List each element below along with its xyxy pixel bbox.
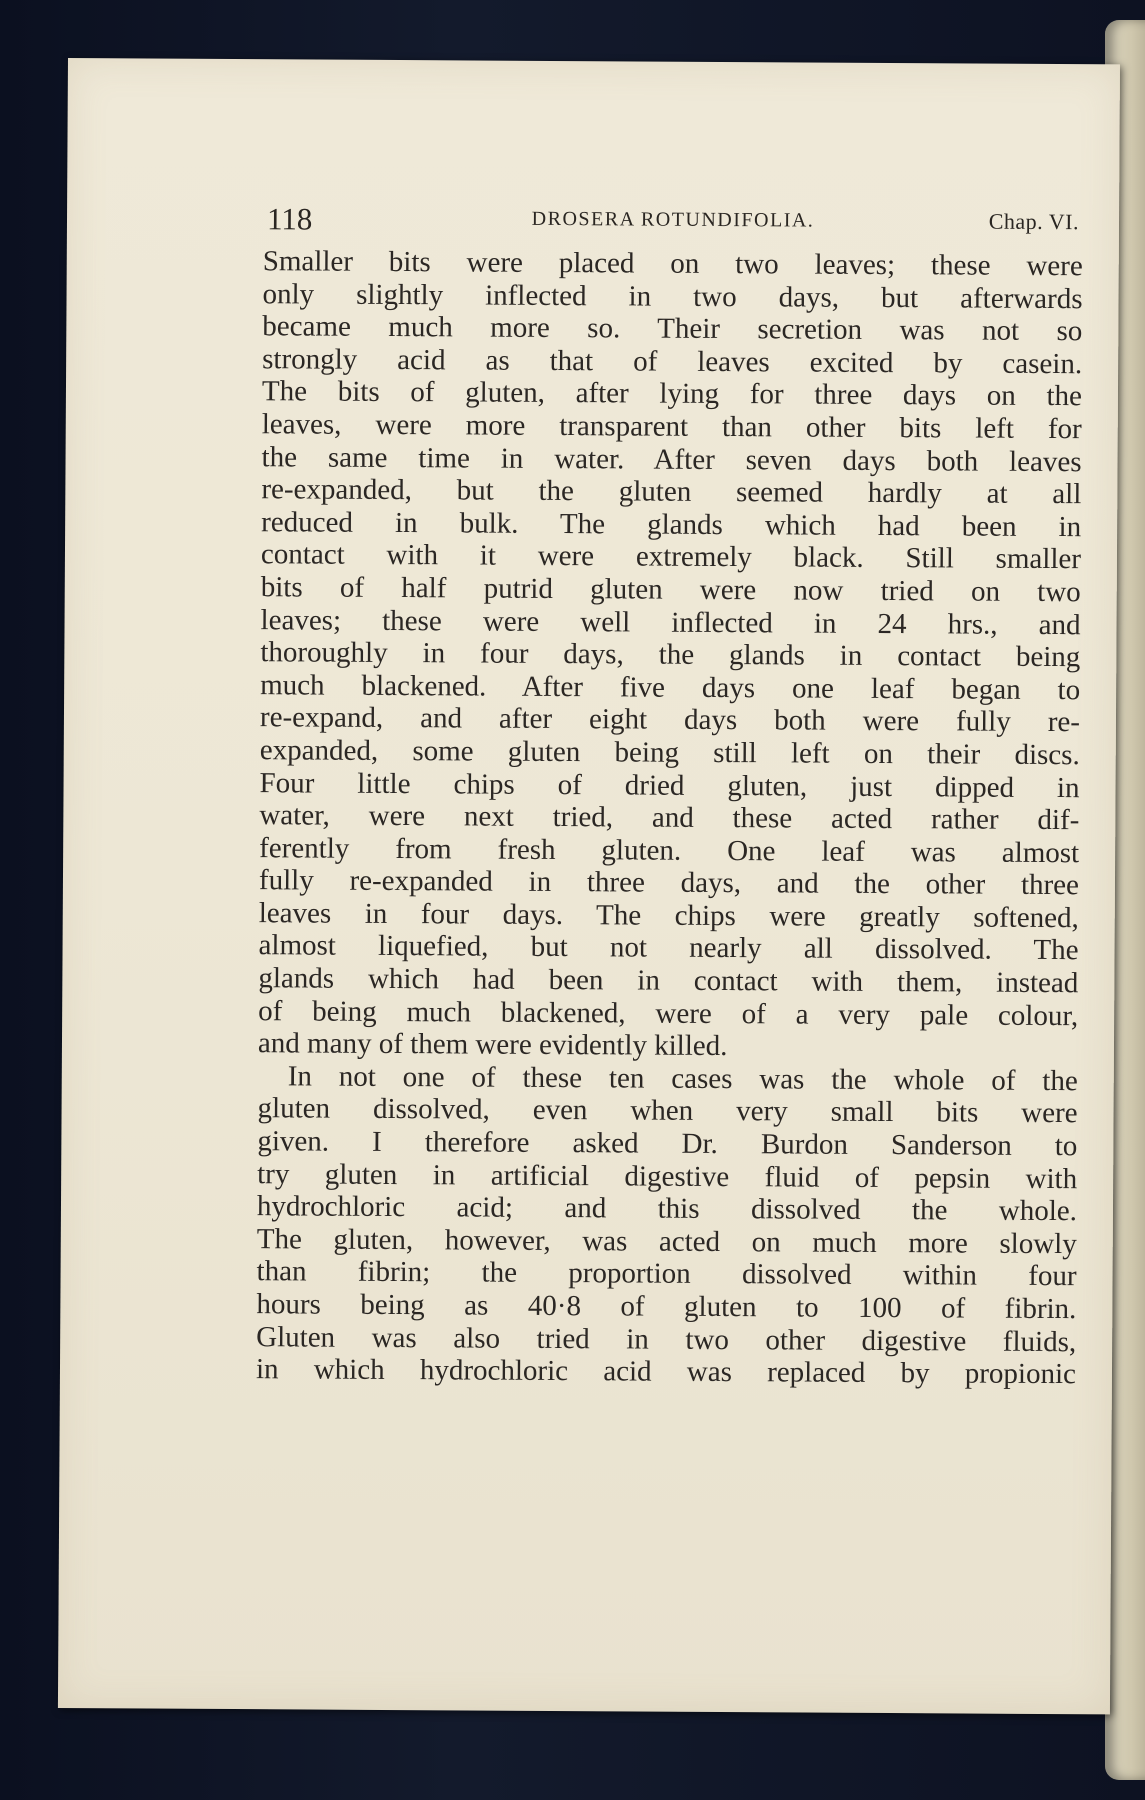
text-line: re-expand, and after eight days both were fully re-: [259, 701, 1081, 739]
text-line: hours being as 40·8 of gluten to 100 of fibrin.: [256, 1288, 1077, 1326]
text-line: thoroughly in four days, the glands in contact being: [260, 636, 1081, 674]
text-line: The bits of gluten, after lying for three days on the: [261, 375, 1083, 413]
text-line: bits of half putrid gluten were now tried on two: [260, 571, 1081, 609]
text-line: hydrochloric acid; and this dissolved the whole.: [256, 1190, 1078, 1228]
chapter-label: Chap. VI.: [988, 208, 1080, 235]
text-line: leaves in four days. The chips were greatly softened,: [258, 897, 1079, 935]
text-line: the same time in water. After seven days both leaves: [261, 440, 1082, 478]
text-line: given. I therefore asked Dr. Burdon Sanderson to: [257, 1125, 1078, 1163]
text-line: Four little chips of dried gluten, just dipped in: [259, 766, 1080, 804]
text-line: Smaller bits were placed on two leaves; these were: [262, 245, 1083, 283]
text-line: became much more so. Their secretion was not so: [262, 310, 1083, 348]
text-line: re-expanded, but the gluten seemed hardly at all: [261, 473, 1082, 511]
body-text: [256, 245, 1083, 1391]
text-line: contact with it were extremely black. Still smaller: [260, 538, 1082, 576]
text-line: fully re-expanded in three days, and the other three: [258, 864, 1080, 902]
text-line: much blackened. After five days one leaf began to: [260, 668, 1081, 706]
text-line: Gluten was also tried in two other digestive fluids,: [256, 1320, 1077, 1358]
text-line: in which hydrochloric acid was replaced by propionic: [255, 1353, 1077, 1391]
running-header: [267, 201, 1079, 246]
running-title: DROSERA ROTUNDIFOLIA.: [531, 207, 815, 232]
paragraph-1: [258, 245, 1083, 1065]
text-line: water, were next tried, and these acted rather dif-: [259, 799, 1080, 837]
text-line: glands which had been in contact with them, instead: [258, 962, 1079, 1000]
text-line: expanded, some gluten being still left on their discs.: [259, 734, 1080, 772]
text-line: leaves, were more transparent than other bits left for: [261, 408, 1082, 446]
paragraph-2: [256, 1060, 1078, 1391]
text-line: gluten dissolved, even when very small bits were: [257, 1092, 1078, 1130]
text-line: leaves; these were well inflected in 24 hrs., and: [260, 603, 1081, 641]
text-line: almost liquefied, but not nearly all dissolved. The: [258, 929, 1079, 967]
text-line: try gluten in artificial digestive fluid of pepsin with: [257, 1157, 1078, 1195]
text-line: reduced in bulk. The glands which had been in: [261, 505, 1082, 543]
text-line: strongly acid as that of leaves excited by casein.: [262, 342, 1083, 380]
text-line: In not one of these ten cases was the whole of the: [287, 1060, 1078, 1098]
text-line: than fibrin; the proportion dissolved within four: [256, 1255, 1077, 1293]
text-line: and many of them were evidently killed.: [257, 1027, 728, 1063]
book-page: [58, 58, 1120, 1714]
text-line: of being much blackened, were of a very pale colour,: [258, 994, 1079, 1032]
text-line: only slightly inflected in two days, but afterwards: [262, 277, 1083, 315]
text-line: ferently from fresh gluten. One leaf was almost: [259, 831, 1080, 869]
page-number: 118: [266, 201, 313, 237]
text-line: The gluten, however, was acted on much more slowly: [256, 1222, 1077, 1260]
